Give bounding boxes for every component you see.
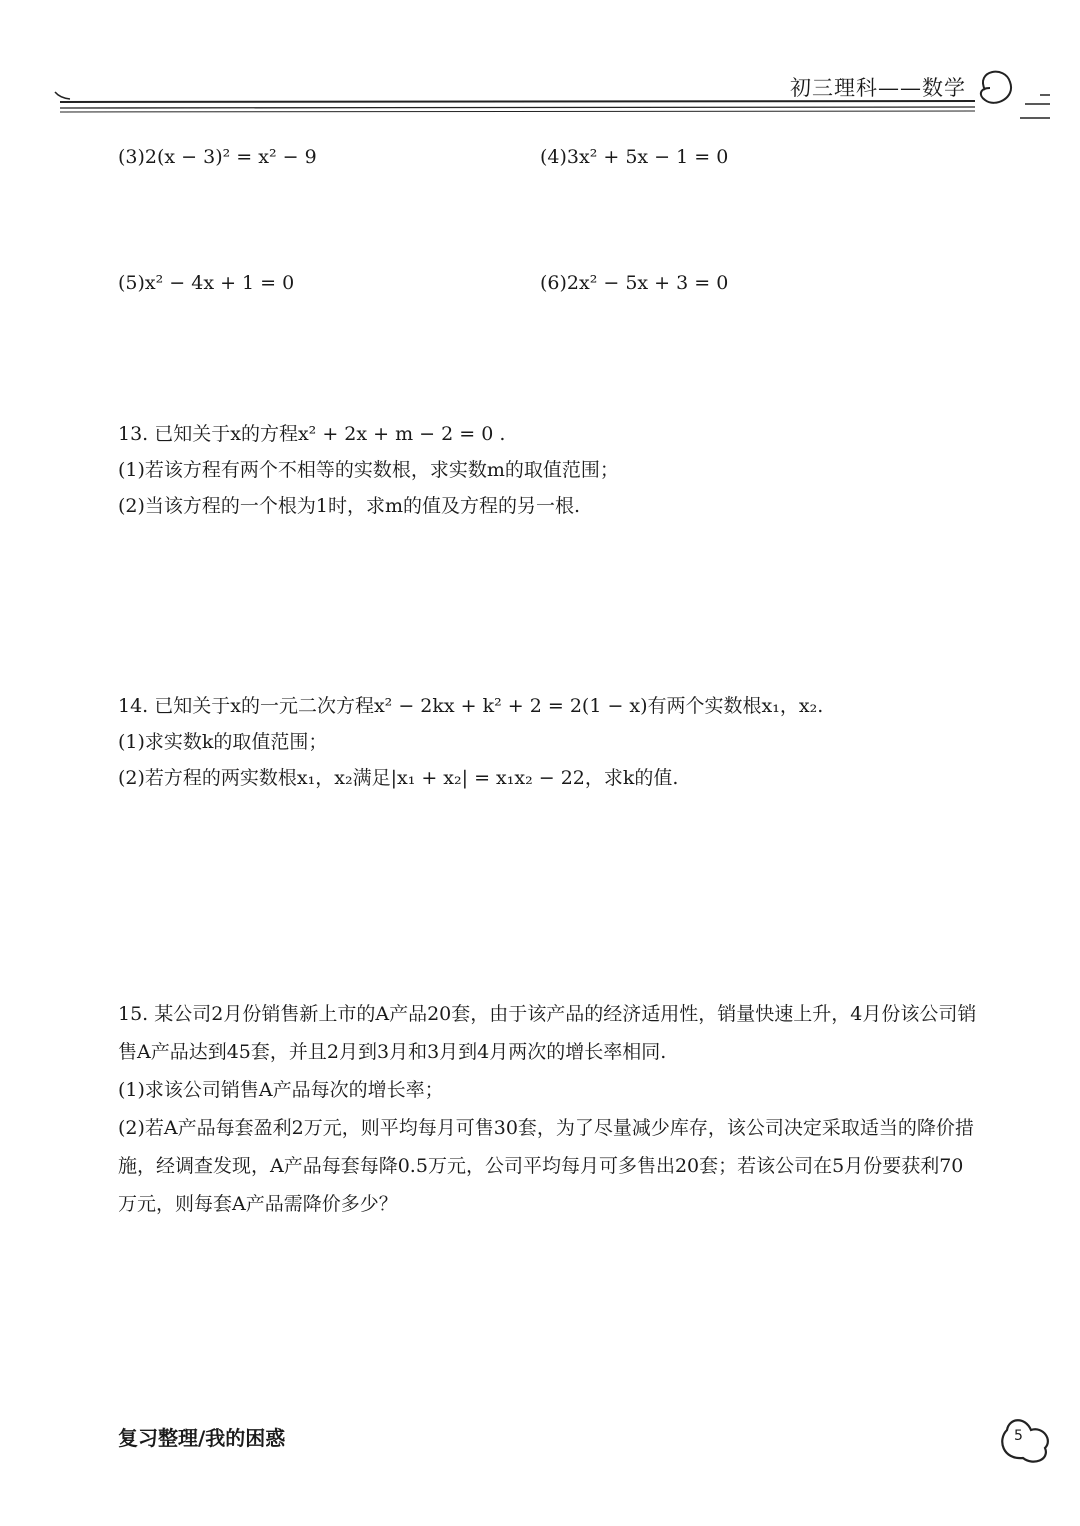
header-cloud-icon bbox=[981, 72, 1011, 103]
question-part: (1)若该方程有两个不相等的实数根，求实数m的取值范围； bbox=[118, 459, 619, 481]
header-title: 初三理科——数学 bbox=[790, 76, 966, 100]
page-number: 5 bbox=[1014, 1428, 1023, 1444]
equation-text: 2(x − 3)² = x² − 9 bbox=[144, 146, 317, 168]
equation-3 bbox=[118, 146, 317, 168]
equation-6 bbox=[540, 272, 728, 294]
equation-text: 2x² − 5x + 3 = 0 bbox=[566, 272, 729, 294]
header-rule-lines bbox=[0, 0, 1080, 140]
question-part: (1)求该公司销售A产品每次的增长率； bbox=[118, 1079, 444, 1101]
equation-label: (3) bbox=[118, 146, 145, 168]
question-14 bbox=[118, 688, 978, 796]
footer-review-label: 复习整理/我的困惑 bbox=[118, 1426, 286, 1450]
equation-4 bbox=[540, 146, 728, 168]
page-badge-cloud-icon bbox=[995, 1408, 1055, 1468]
question-part: (2)当该方程的一个根为1时，求m的值及方程的另一根. bbox=[118, 495, 581, 517]
equation-label: (5) bbox=[118, 272, 145, 294]
question-part: (1)求实数k的取值范围； bbox=[118, 731, 328, 753]
question-stem: 15. 某公司2月份销售新上市的A产品20套，由于该产品的经济适用性，销量快速上升，4月份该公司销售A产品达到45套，并且2月到3月和3月到4月两次的增长率相同. bbox=[118, 1003, 977, 1063]
equation-text: x² − 4x + 1 = 0 bbox=[144, 272, 295, 294]
equation-label: (4) bbox=[540, 146, 567, 168]
question-13 bbox=[118, 416, 978, 524]
equation-5 bbox=[118, 272, 294, 294]
question-part: (2)若方程的两实数根x₁，x₂满足|x₁ + x₂| = x₁x₂ − 22，求k的值. bbox=[118, 767, 679, 789]
question-part: (2)若A产品每套盈利2万元，则平均每月可售30套，为了尽量减少库存，该公司决定采取适当的降价措施，经调查发现，A产品每套每降0.5万元，公司平均每月可多售出20套；若该公司在5月份要获利70万元，则每套A产品需降价多少？ bbox=[118, 1117, 974, 1215]
equation-text: 3x² + 5x − 1 = 0 bbox=[566, 146, 729, 168]
equation-label: (6) bbox=[540, 272, 567, 294]
question-stem: 13. 已知关于x的方程x² + 2x + m − 2 = 0 . bbox=[118, 423, 506, 445]
question-stem: 14. 已知关于x的一元二次方程x² − 2kx + k² + 2 = 2(1 − x)有两个实数根x₁，x₂. bbox=[118, 695, 824, 717]
question-15 bbox=[118, 995, 978, 1223]
page-header bbox=[0, 0, 1080, 140]
